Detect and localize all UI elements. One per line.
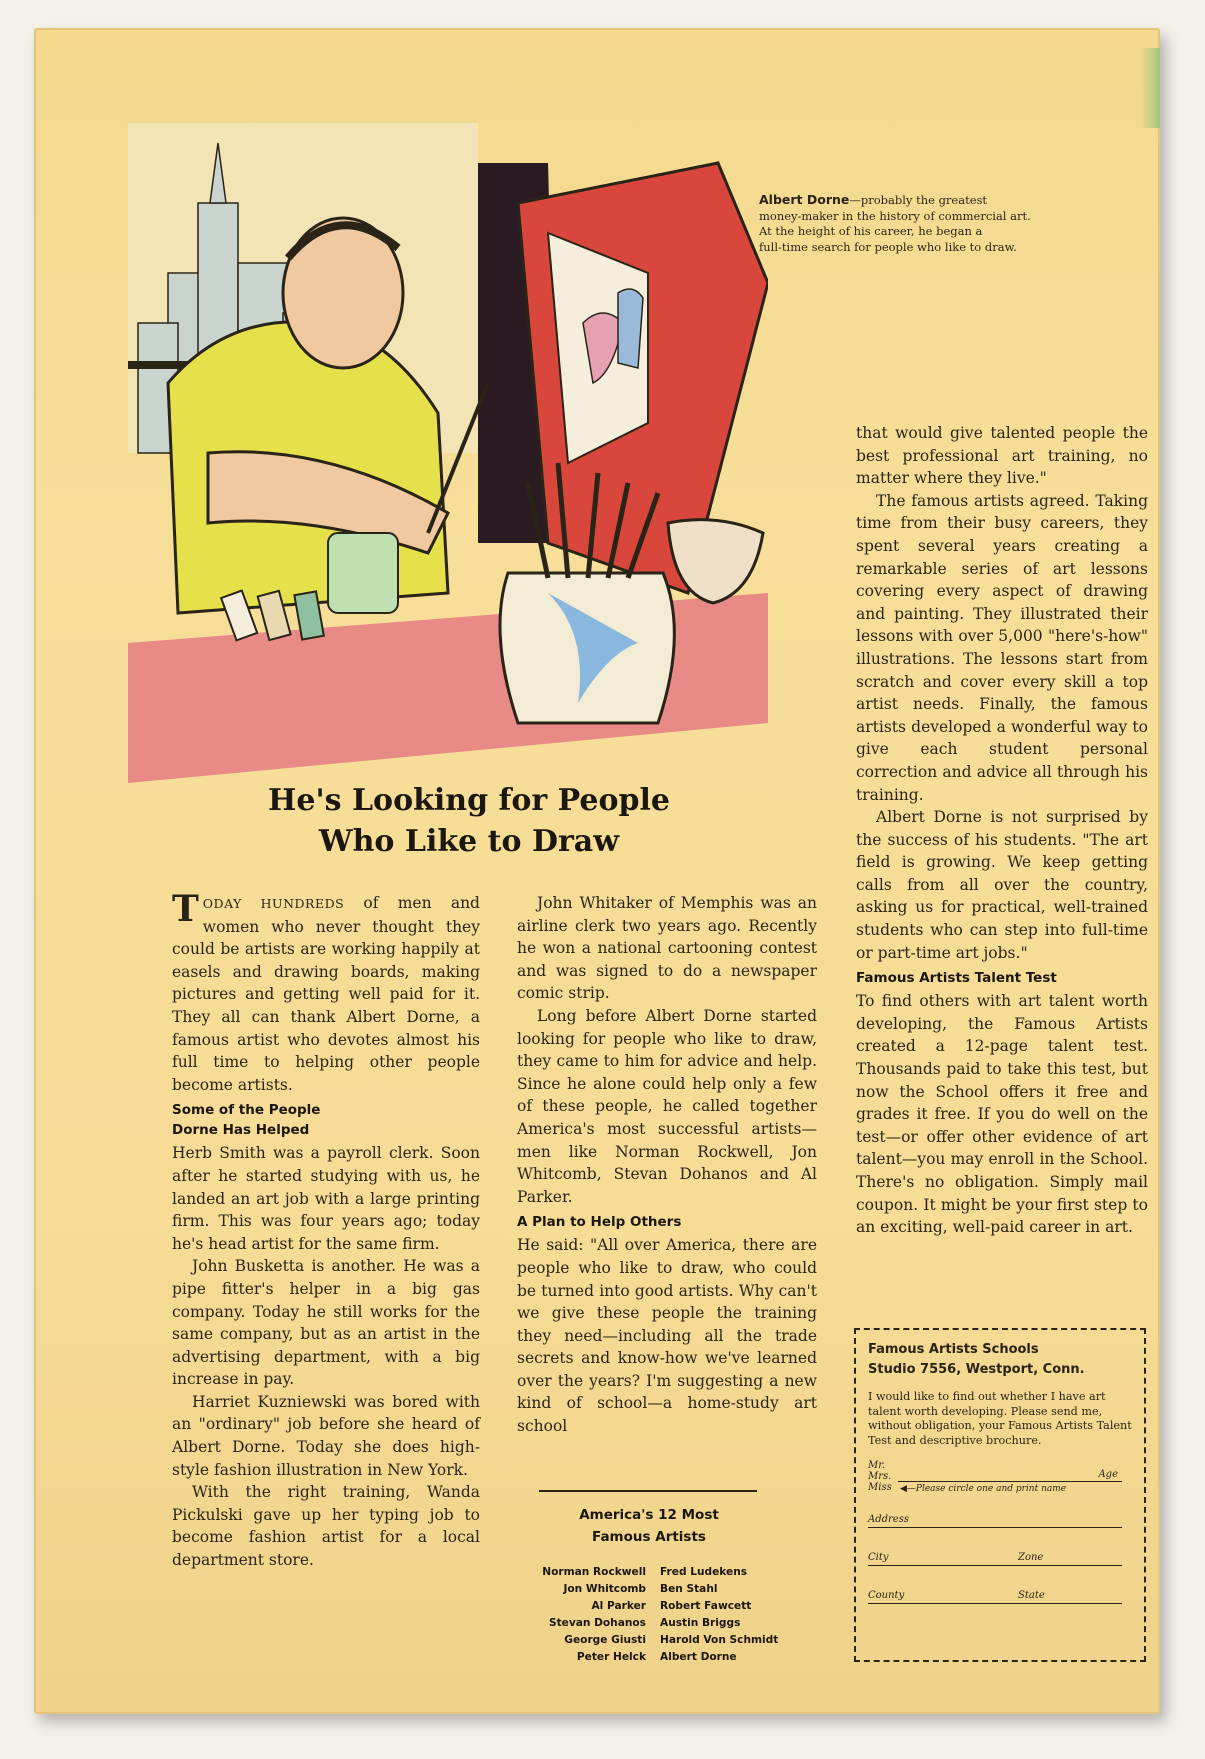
paragraph-john-whitaker: John Whitaker of Memphis was an airline clerk two years ago. Recently he won a national cartooning contest and was signed to do a newspaper comic strip. — [517, 894, 817, 1003]
city-zone-field[interactable] — [868, 1544, 1132, 1570]
illustration-artist-at-easel — [128, 123, 768, 783]
paragraph-wanda: With the right training, Wanda Pickulski gave up her typing job to become fashion artist for a local department store. — [172, 1483, 480, 1570]
artists-title-line-2: Famous Artists — [592, 1529, 706, 1545]
title-options — [868, 1460, 892, 1493]
name-hint: ◀—Please circle one and print name — [900, 1484, 1067, 1495]
caption-line-3: At the height of his career, he began a — [759, 224, 983, 238]
city-line[interactable] — [868, 1565, 1122, 1566]
paragraph-harriet: Harriet Kuzniewski was bored with an "ordinary" job before she heard of Albert Dorne. Today she does high-style fashion illustration in New York. — [172, 1392, 480, 1479]
county-line[interactable] — [868, 1603, 1122, 1604]
intro-paragraph — [172, 888, 480, 1096]
section-heading-plan: A Plan to Help Others — [517, 1214, 682, 1231]
artist-name: Norman Rockwell — [542, 1566, 646, 1578]
paragraph-artists-agreed: The famous artists agreed. Taking time from their busy careers, they spent several years creating a remarkable series of art lessons covering every aspect of drawing and painting. They illustrated their lessons with over 5,000 "here's-how" illustrations. The lessons start from scratch and cover every skill a top artist needs. Finally, the famous artists developed a wonderful way to give each student personal correction and advice all through his training. — [856, 491, 1148, 804]
artist-name: George Giusti — [564, 1634, 646, 1646]
paragraph-john-busketta: John Busketta is another. He was a pipe fitter's helper in a big gas company. Today he still works for the same company, but as an artist in the advertising department, with a big increase in pay. — [172, 1257, 480, 1389]
title-miss[interactable]: Miss — [868, 1482, 892, 1494]
county-state-field[interactable] — [868, 1582, 1132, 1608]
artist-name: Jon Whitcomb — [563, 1583, 646, 1595]
artist-name: Stevan Dohanos — [548, 1617, 646, 1629]
age-label: Age — [1098, 1469, 1118, 1481]
drawing-partner — [618, 289, 643, 368]
paragraph-herb-smith: Herb Smith was a payroll clerk. Soon after he started studying with us, he landed an art job with a large printing firm. This was four years ago; today he's head artist for the same firm. — [172, 1144, 480, 1253]
address-field[interactable] — [868, 1506, 1132, 1532]
intro-smallcaps: ODAY HUNDREDS — [202, 896, 345, 911]
coupon-school-name: Famous Artists Schools — [868, 1342, 1039, 1357]
artist-name: Peter Helck — [576, 1651, 646, 1663]
artist-name: Al Parker — [591, 1600, 646, 1612]
paragraph-talent-test: To find others with art talent worth developing, the Famous Artists created a 12-page talent test. Thousands paid to take this test, but now the School offers it free and grades it free. If you do well on the test—or offer other evidence of art talent—you may enroll in the School. There's no obligation. Simply mail coupon. It might be your first step to an exciting, well-paid career in art. — [856, 992, 1148, 1237]
ad-headline — [204, 780, 734, 862]
name-line[interactable] — [898, 1481, 1122, 1482]
zone-label: Zone — [1018, 1552, 1044, 1564]
headline-line-1: He's Looking for People — [268, 783, 670, 818]
caption-line-4: full-time search for people who like to draw. — [759, 239, 1017, 254]
paint-tubes — [221, 591, 324, 641]
column-3 — [856, 422, 1148, 1239]
address-label: Address — [868, 1514, 909, 1526]
artist-name: Albert Dorne — [660, 1651, 737, 1663]
coupon-body: I would like to find out whether I have art talent worth developing. Please send me, without obligation, your Famous Artists Talent Test and descriptive brochure. — [868, 1390, 1132, 1447]
column-1 — [172, 888, 480, 1572]
drop-cap: T — [172, 888, 199, 930]
magazine-page — [34, 28, 1160, 1714]
caption-line-2: money-maker in the history of commercial art. — [759, 208, 1031, 223]
artists-list-title — [514, 1504, 784, 1548]
artist-name: Harold Von Schmidt — [660, 1634, 779, 1646]
artists-title-line-1: America's 12 Most — [579, 1507, 719, 1523]
mail-coupon[interactable] — [854, 1328, 1146, 1662]
intro-text: of men and women who never thought they could be artists are working happily at easels and drawing boards, making pictures and getting well paid for it. They all can thank Albert Dorne, a famous artist who devotes almost his full time to helping other people become artists. — [172, 894, 480, 1094]
section-heading-talent-test: Famous Artists Talent Test — [856, 970, 1057, 987]
name-field[interactable] — [868, 1460, 1132, 1494]
city-label: City — [868, 1552, 889, 1564]
artist-name: Robert Fawcett — [660, 1600, 752, 1612]
title-mrs[interactable]: Mrs. — [868, 1471, 892, 1483]
column-2 — [517, 892, 817, 1438]
section-heading-people: Some of the People Dorne Has Helped — [172, 1102, 321, 1139]
artist-name: Austin Briggs — [660, 1617, 741, 1629]
caption-line-1: —probably the greatest — [849, 193, 988, 207]
coupon-header — [868, 1340, 1132, 1380]
artist-name: Ben Stahl — [660, 1583, 718, 1595]
state-label: State — [1018, 1590, 1045, 1602]
coupon-address: Studio 7556, Westport, Conn. — [868, 1362, 1085, 1377]
caption-name: Albert Dorne — [759, 192, 850, 207]
green-jar — [328, 533, 398, 613]
headline-line-2: Who Like to Draw — [318, 824, 620, 859]
divider-rule — [539, 1490, 757, 1492]
paragraph-that-would-give: that would give talented people the best professional art training, no matter where they live." — [856, 424, 1148, 488]
paragraph-not-surprised: Albert Dorne is not surprised by the success of his students. "The art field is growing. We keep getting calls from all over the country, asking us for practical, well-trained students who can step into full-time or part-time art jobs." — [856, 808, 1148, 962]
address-line[interactable] — [868, 1527, 1122, 1528]
artist-name: Fred Ludekens — [660, 1566, 748, 1578]
title-mr[interactable]: Mr. — [868, 1460, 886, 1472]
county-label: County — [868, 1590, 905, 1602]
paragraph-long-before: Long before Albert Dorne started looking for people who like to draw, they came to him for advice and help. Since he alone could help only a few of these people, he called together America's most successful artists—men like Norman Rockwell, Jon Whitcomb, Stevan Dohanos and Al Parker. — [517, 1006, 817, 1206]
paragraph-he-said: He said: "All over America, there are people who like to draw, who could be turned into good artists. Why can't we give these people the training they need—including all the trade secrets and know-how we've learned over the years? I'm suggesting a new kind of school—a home-study art school — [517, 1236, 817, 1436]
artist-caption — [759, 192, 1099, 255]
